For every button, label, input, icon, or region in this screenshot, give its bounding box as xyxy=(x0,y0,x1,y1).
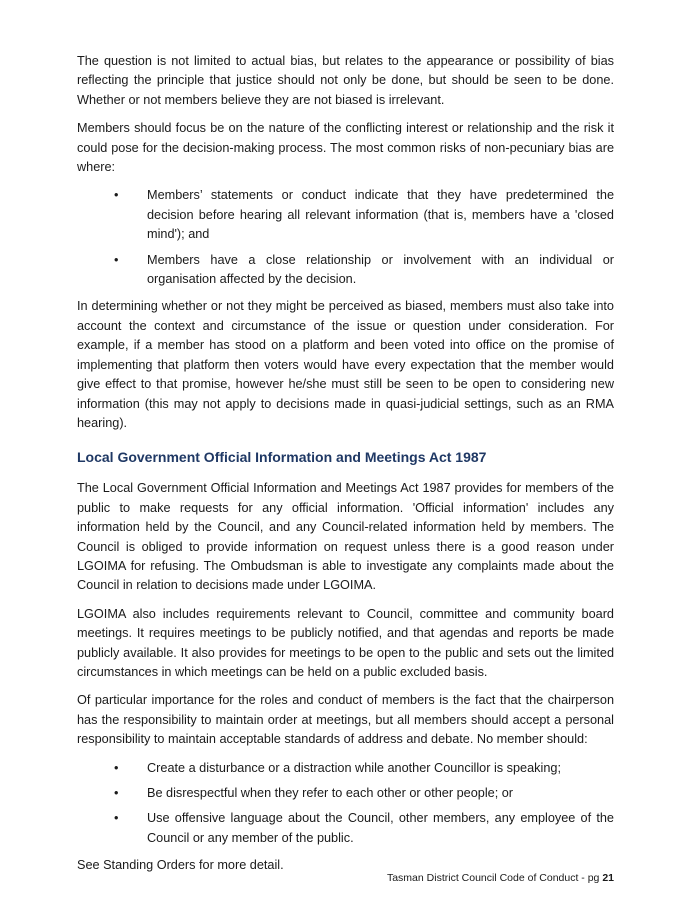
list-item xyxy=(77,809,614,848)
paragraph-standing-orders: See Standing Orders for more detail. xyxy=(77,858,284,873)
list-item-text: Use offensive language about the Council, other members, any employee of the Council or any member of the public. xyxy=(147,811,614,845)
paragraph-lgoima-meetings: LGOIMA also includes requirements relevant to Council, committee and community board meetings. It requires meetings to be publicly notified, and that agendas and reports be made publicly available. It also provides for meetings to be open to the public and sets out the limited circumstances in which meetings can be held on a public excluded basis. xyxy=(77,606,614,679)
list-item xyxy=(77,251,614,290)
bullet-glyph: • xyxy=(114,252,119,267)
page-footer xyxy=(387,872,614,884)
member-conduct-list xyxy=(77,759,614,849)
bullet-glyph: • xyxy=(114,786,119,800)
bullet-glyph: • xyxy=(114,760,119,775)
list-item xyxy=(77,784,614,803)
paragraph-perceived-bias: In determining whether or not they might be perceived as biased, members must also take into account the context and circumstance of the issue or question under consideration. For example, if a member has stood on a platform and been voted into office on the promise of implementing that platform then voters would have every expectation that the member would give effect to that promise, however he/she must still be seen to be open to considering new information (this may not apply to decisions made in quasi-judicial settings, such as an RMA hearing). xyxy=(77,299,614,430)
list-item xyxy=(77,186,614,244)
bullet-glyph: • xyxy=(114,811,119,826)
footer-text: Tasman District Council Code of Conduct - pg xyxy=(386,872,603,884)
section-heading: Local Government Official Information and Meetings Act 1987 xyxy=(77,449,487,466)
bias-risk-list xyxy=(77,186,614,289)
bullet-glyph: • xyxy=(114,188,119,203)
list-item-text: Members have a close relationship or involvement with an individual or organisation affected by the decision. xyxy=(147,252,614,287)
list-item xyxy=(77,759,614,778)
paragraph-bias-appearance: The question is not limited to actual bias, but relates to the appearance or possibility of bias reflecting the principle that justice should not only be done, but should be seen to be done. Whether or not members believe they are not biased is irrelevant. xyxy=(77,54,614,107)
list-item-text: Be disrespectful when they refer to each other or other people; or xyxy=(147,786,514,800)
list-item-text: Members’ statements or conduct indicate that they have predetermined the decision before hearing all relevant information (that is, members have a 'closed mind'); and xyxy=(147,188,614,242)
list-item-text: Create a disturbance or a distraction while another Councillor is speaking; xyxy=(147,760,561,775)
paragraph-chairperson-order: Of particular importance for the roles and conduct of members is the fact that the chairperson has the responsibility to maintain order at meetings, but all members should accept a personal responsibility to maintain acceptable standards of address and debate. No member should: xyxy=(77,693,614,747)
page-number: 21 xyxy=(602,872,614,884)
document-body xyxy=(77,52,614,885)
paragraph-nonpecuniary-risks: Members should focus be on the nature of the conflicting interest or relationship and the risk it could pose for the decision-making process. The most common risks of non-pecuniary bias are where: xyxy=(77,121,614,175)
paragraph-lgoima-requests: The Local Government Official Information and Meetings Act 1987 provides for members of the public to make requests for any official information. 'Official information' includes any information held by the Council, and any Council-related information held by members. The Council is obliged to provide information on request unless there is a good reason under LGOIMA for refusing. The Ombudsman is able to investigate any complaints made about the Council in relation to decisions made under LGOIMA. xyxy=(77,481,614,593)
